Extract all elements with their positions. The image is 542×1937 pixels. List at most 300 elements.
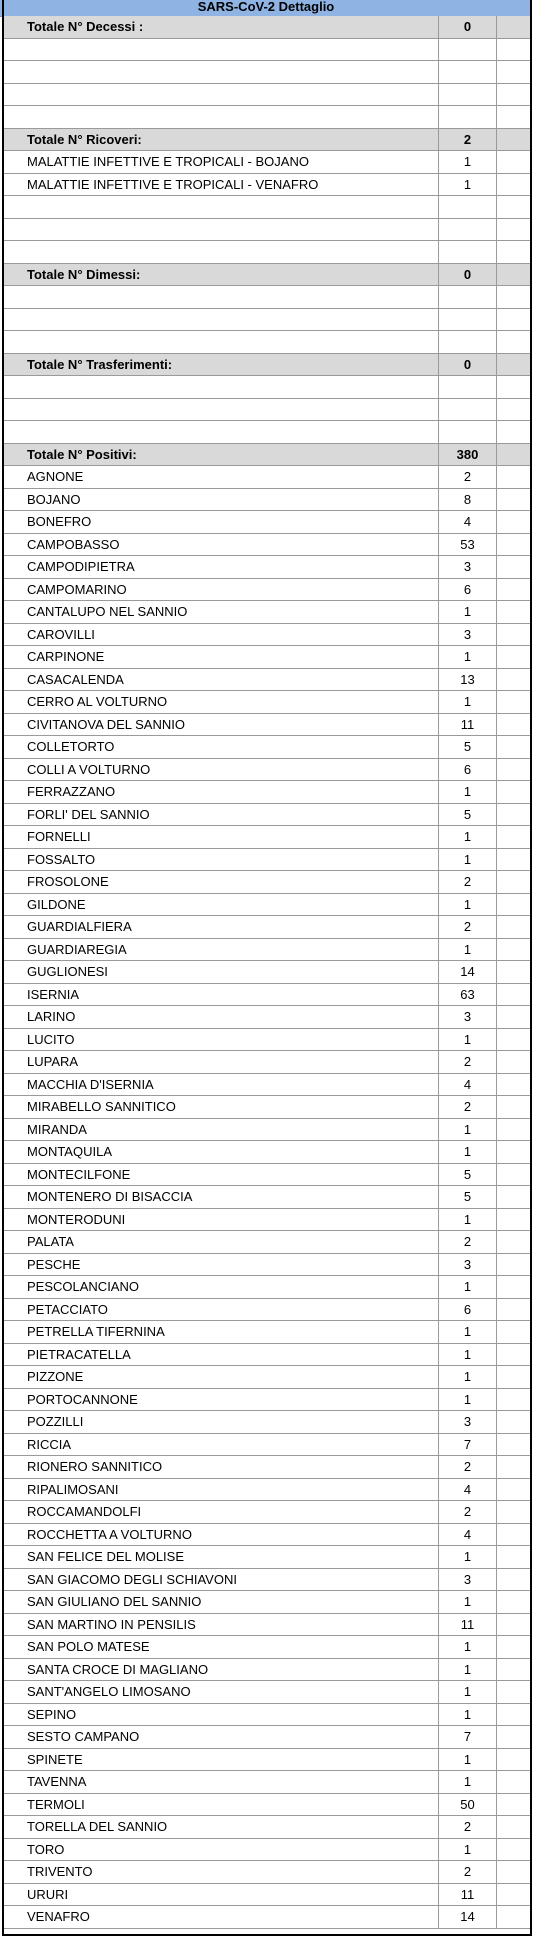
table-row — [3, 1344, 531, 1367]
empty-cell — [497, 1029, 531, 1051]
count-cell — [439, 84, 497, 106]
municipality-cell: FOSSALTO — [3, 849, 439, 871]
empty-cell — [497, 1434, 531, 1456]
empty-cell — [497, 624, 531, 646]
table-row — [3, 1434, 531, 1457]
count-cell: 1 — [439, 781, 497, 803]
section-header-row — [3, 129, 531, 152]
count-cell: 3 — [439, 1411, 497, 1433]
empty-cell — [497, 196, 531, 218]
empty-cell — [497, 1119, 531, 1141]
municipality-cell: COLLETORTO — [3, 736, 439, 758]
municipality-cell: TAVENNA — [3, 1771, 439, 1793]
count-cell — [439, 219, 497, 241]
table-row — [3, 1051, 531, 1074]
table-row — [3, 1141, 531, 1164]
table-row — [3, 939, 531, 962]
municipality-cell — [3, 331, 439, 353]
table-row — [3, 1884, 531, 1907]
table-row — [3, 826, 531, 849]
municipality-cell: POZZILLI — [3, 1411, 439, 1433]
municipality-cell: ROCCHETTA A VOLTURNO — [3, 1524, 439, 1546]
empty-cell — [497, 849, 531, 871]
table-row — [3, 466, 531, 489]
municipality-cell — [3, 286, 439, 308]
municipality-cell: VENAFRO — [3, 1906, 439, 1928]
empty-row — [3, 219, 531, 242]
municipality-cell: GUARDIAREGIA — [3, 939, 439, 961]
table-row — [3, 736, 531, 759]
count-cell: 1 — [439, 1546, 497, 1568]
section-total: 0 — [439, 16, 497, 38]
empty-row — [3, 376, 531, 399]
table-row — [3, 534, 531, 557]
empty-cell — [497, 1816, 531, 1838]
empty-cell — [497, 264, 531, 286]
count-cell: 2 — [439, 1501, 497, 1523]
table-row — [3, 1546, 531, 1569]
count-cell: 7 — [439, 1434, 497, 1456]
municipality-cell: TORELLA DEL SANNIO — [3, 1816, 439, 1838]
section-label: Totale N° Ricoveri: — [3, 129, 439, 151]
municipality-cell — [3, 196, 439, 218]
table-row — [3, 691, 531, 714]
empty-cell — [497, 1479, 531, 1501]
count-cell: 1 — [439, 646, 497, 668]
municipality-cell: MONTERODUNI — [3, 1209, 439, 1231]
empty-cell — [497, 331, 531, 353]
municipality-cell: SPINETE — [3, 1749, 439, 1771]
municipality-cell: CAMPODIPIETRA — [3, 556, 439, 578]
count-cell: 50 — [439, 1794, 497, 1816]
count-cell: 11 — [439, 714, 497, 736]
table-row — [3, 1254, 531, 1277]
municipality-cell: RIPALIMOSANI — [3, 1479, 439, 1501]
municipality-cell: TORO — [3, 1839, 439, 1861]
section-total: 0 — [439, 264, 497, 286]
empty-cell — [497, 1366, 531, 1388]
empty-row — [3, 241, 531, 264]
municipality-cell: SAN GIACOMO DEGLI SCHIAVONI — [3, 1569, 439, 1591]
table-row — [3, 759, 531, 782]
municipality-cell: PIETRACATELLA — [3, 1344, 439, 1366]
empty-cell — [497, 871, 531, 893]
municipality-cell: MONTAQUILA — [3, 1141, 439, 1163]
table-row — [3, 556, 531, 579]
empty-cell — [497, 1074, 531, 1096]
municipality-cell: SAN POLO MATESE — [3, 1636, 439, 1658]
empty-cell — [497, 759, 531, 781]
empty-cell — [497, 39, 531, 61]
empty-cell — [497, 1614, 531, 1636]
municipality-cell: PORTOCANNONE — [3, 1389, 439, 1411]
count-cell: 3 — [439, 1254, 497, 1276]
table-row — [3, 1411, 531, 1434]
table-row — [3, 624, 531, 647]
count-cell: 2 — [439, 916, 497, 938]
count-cell: 2 — [439, 1861, 497, 1883]
empty-cell — [497, 984, 531, 1006]
count-cell: 3 — [439, 1569, 497, 1591]
count-cell: 5 — [439, 804, 497, 826]
empty-cell — [497, 1006, 531, 1028]
municipality-cell: FORNELLI — [3, 826, 439, 848]
count-cell: 1 — [439, 939, 497, 961]
table-row — [3, 894, 531, 917]
empty-cell — [497, 1389, 531, 1411]
count-cell: 1 — [439, 1771, 497, 1793]
empty-cell — [497, 286, 531, 308]
count-cell: 4 — [439, 511, 497, 533]
table-row — [3, 1906, 531, 1929]
empty-cell — [497, 219, 531, 241]
empty-cell — [497, 174, 531, 196]
empty-cell — [497, 939, 531, 961]
empty-cell — [497, 1276, 531, 1298]
count-cell: 1 — [439, 1119, 497, 1141]
table-row — [3, 1276, 531, 1299]
empty-cell — [497, 1254, 531, 1276]
municipality-cell: CAMPOBASSO — [3, 534, 439, 556]
table-row — [3, 1839, 531, 1862]
empty-cell — [497, 579, 531, 601]
empty-cell — [497, 241, 531, 263]
count-cell: 2 — [439, 1051, 497, 1073]
empty-cell — [497, 16, 531, 38]
municipality-cell: MIRANDA — [3, 1119, 439, 1141]
table-row — [3, 511, 531, 534]
count-cell: 5 — [439, 1164, 497, 1186]
empty-cell — [497, 646, 531, 668]
count-cell: 1 — [439, 1276, 497, 1298]
municipality-cell: SESTO CAMPANO — [3, 1726, 439, 1748]
municipality-cell: PESCOLANCIANO — [3, 1276, 439, 1298]
count-cell: 2 — [439, 871, 497, 893]
empty-cell — [497, 84, 531, 106]
table-row — [3, 174, 531, 197]
empty-cell — [497, 804, 531, 826]
municipality-cell: SAN GIULIANO DEL SANNIO — [3, 1591, 439, 1613]
table-row — [3, 1771, 531, 1794]
count-cell: 1 — [439, 1029, 497, 1051]
municipality-cell: MONTENERO DI BISACCIA — [3, 1186, 439, 1208]
count-cell: 1 — [439, 1636, 497, 1658]
count-cell: 1 — [439, 601, 497, 623]
count-cell: 6 — [439, 759, 497, 781]
section-header-row — [3, 16, 531, 39]
table-row — [3, 1704, 531, 1727]
section-label: Totale N° Positivi: — [3, 444, 439, 466]
municipality-cell: AGNONE — [3, 466, 439, 488]
count-cell: 6 — [439, 579, 497, 601]
empty-cell — [497, 1861, 531, 1883]
municipality-cell: SEPINO — [3, 1704, 439, 1726]
municipality-cell: GUGLIONESI — [3, 961, 439, 983]
municipality-cell — [3, 106, 439, 128]
section-total: 380 — [439, 444, 497, 466]
table-row — [3, 1119, 531, 1142]
municipality-cell: BOJANO — [3, 489, 439, 511]
empty-row — [3, 399, 531, 422]
municipality-cell: PIZZONE — [3, 1366, 439, 1388]
municipality-cell: CAROVILLI — [3, 624, 439, 646]
table-row — [3, 849, 531, 872]
empty-row — [3, 61, 531, 84]
count-cell: 4 — [439, 1074, 497, 1096]
table-row — [3, 1074, 531, 1097]
count-cell: 1 — [439, 1659, 497, 1681]
municipality-cell — [3, 309, 439, 331]
section-header-row — [3, 264, 531, 287]
count-cell: 53 — [439, 534, 497, 556]
table-row — [3, 871, 531, 894]
table-row — [3, 1591, 531, 1614]
empty-row — [3, 286, 531, 309]
table-row — [3, 1389, 531, 1412]
section-header-row — [3, 444, 531, 467]
section-total: 0 — [439, 354, 497, 376]
data-table — [3, 16, 531, 1929]
municipality-cell: FROSOLONE — [3, 871, 439, 893]
empty-cell — [497, 1636, 531, 1658]
empty-cell — [497, 556, 531, 578]
count-cell: 1 — [439, 1389, 497, 1411]
count-cell: 1 — [439, 691, 497, 713]
table-row — [3, 1569, 531, 1592]
empty-cell — [497, 1096, 531, 1118]
empty-cell — [497, 489, 531, 511]
count-cell: 14 — [439, 1906, 497, 1928]
table-row — [3, 1479, 531, 1502]
table-row — [3, 781, 531, 804]
count-cell: 4 — [439, 1479, 497, 1501]
count-cell: 3 — [439, 1006, 497, 1028]
count-cell: 5 — [439, 1186, 497, 1208]
empty-cell — [497, 916, 531, 938]
table-row — [3, 1749, 531, 1772]
count-cell — [439, 196, 497, 218]
empty-row — [3, 331, 531, 354]
empty-cell — [497, 669, 531, 691]
municipality-cell: MONTECILFONE — [3, 1164, 439, 1186]
count-cell — [439, 39, 497, 61]
municipality-cell: GILDONE — [3, 894, 439, 916]
count-cell: 1 — [439, 1591, 497, 1613]
count-cell: 1 — [439, 1749, 497, 1771]
empty-cell — [497, 1344, 531, 1366]
count-cell: 1 — [439, 1704, 497, 1726]
table-row — [3, 714, 531, 737]
empty-cell — [497, 61, 531, 83]
table-row — [3, 1186, 531, 1209]
count-cell: 1 — [439, 1366, 497, 1388]
count-cell — [439, 331, 497, 353]
municipality-cell: CAMPOMARINO — [3, 579, 439, 601]
municipality-cell — [3, 241, 439, 263]
empty-cell — [497, 1321, 531, 1343]
empty-cell — [497, 961, 531, 983]
count-cell: 2 — [439, 1816, 497, 1838]
count-cell: 1 — [439, 1209, 497, 1231]
municipality-cell: MALATTIE INFETTIVE E TROPICALI - VENAFRO — [3, 174, 439, 196]
empty-cell — [497, 421, 531, 443]
municipality-cell: RICCIA — [3, 1434, 439, 1456]
empty-cell — [497, 129, 531, 151]
empty-cell — [497, 1569, 531, 1591]
table-row — [3, 1231, 531, 1254]
count-cell: 3 — [439, 624, 497, 646]
empty-cell — [497, 601, 531, 623]
empty-cell — [497, 1231, 531, 1253]
table-row — [3, 1681, 531, 1704]
municipality-cell — [3, 84, 439, 106]
municipality-cell: CASACALENDA — [3, 669, 439, 691]
count-cell: 1 — [439, 1321, 497, 1343]
table-row — [3, 489, 531, 512]
municipality-cell: MALATTIE INFETTIVE E TROPICALI - BOJANO — [3, 151, 439, 173]
empty-cell — [497, 1051, 531, 1073]
table-row — [3, 1659, 531, 1682]
municipality-cell: CERRO AL VOLTURNO — [3, 691, 439, 713]
empty-cell — [497, 1906, 531, 1928]
empty-cell — [497, 691, 531, 713]
empty-cell — [497, 1794, 531, 1816]
empty-cell — [497, 1524, 531, 1546]
empty-cell — [497, 444, 531, 466]
table-row — [3, 1861, 531, 1884]
count-cell: 5 — [439, 736, 497, 758]
empty-row — [3, 84, 531, 107]
count-cell: 6 — [439, 1299, 497, 1321]
empty-cell — [497, 736, 531, 758]
section-header-row — [3, 354, 531, 377]
municipality-cell: MIRABELLO SANNITICO — [3, 1096, 439, 1118]
empty-cell — [497, 1411, 531, 1433]
empty-cell — [497, 151, 531, 173]
empty-row — [3, 196, 531, 219]
count-cell: 7 — [439, 1726, 497, 1748]
municipality-cell: CARPINONE — [3, 646, 439, 668]
empty-cell — [497, 1501, 531, 1523]
municipality-cell: COLLI A VOLTURNO — [3, 759, 439, 781]
empty-cell — [497, 1186, 531, 1208]
count-cell: 1 — [439, 151, 497, 173]
count-cell: 63 — [439, 984, 497, 1006]
table-row — [3, 1299, 531, 1322]
count-cell — [439, 286, 497, 308]
empty-cell — [497, 1726, 531, 1748]
municipality-cell: LARINO — [3, 1006, 439, 1028]
table-row — [3, 1096, 531, 1119]
count-cell: 1 — [439, 849, 497, 871]
count-cell: 1 — [439, 1344, 497, 1366]
empty-cell — [497, 511, 531, 533]
table-row — [3, 1794, 531, 1817]
empty-cell — [497, 781, 531, 803]
empty-cell — [497, 399, 531, 421]
count-cell — [439, 309, 497, 331]
municipality-cell: MACCHIA D'ISERNIA — [3, 1074, 439, 1096]
empty-row — [3, 106, 531, 129]
count-cell — [439, 106, 497, 128]
count-cell: 2 — [439, 1456, 497, 1478]
empty-cell — [497, 1659, 531, 1681]
count-cell: 2 — [439, 1231, 497, 1253]
count-cell — [439, 61, 497, 83]
table-row — [3, 669, 531, 692]
municipality-cell: FORLI' DEL SANNIO — [3, 804, 439, 826]
count-cell — [439, 376, 497, 398]
table-border-left — [2, 0, 4, 1935]
count-cell: 11 — [439, 1614, 497, 1636]
count-cell: 1 — [439, 1141, 497, 1163]
table-row — [3, 804, 531, 827]
count-cell: 11 — [439, 1884, 497, 1906]
empty-cell — [497, 1299, 531, 1321]
municipality-cell: TERMOLI — [3, 1794, 439, 1816]
empty-cell — [497, 354, 531, 376]
count-cell — [439, 241, 497, 263]
table-row — [3, 1524, 531, 1547]
table-row — [3, 916, 531, 939]
table-row — [3, 1614, 531, 1637]
table-row — [3, 646, 531, 669]
section-label: Totale N° Decessi : — [3, 16, 439, 38]
table-row — [3, 1456, 531, 1479]
table-row — [3, 1726, 531, 1749]
table-row — [3, 601, 531, 624]
table-row — [3, 1029, 531, 1052]
empty-cell — [497, 1681, 531, 1703]
empty-cell — [497, 1749, 531, 1771]
empty-cell — [497, 534, 531, 556]
section-total: 2 — [439, 129, 497, 151]
municipality-cell — [3, 376, 439, 398]
municipality-cell: PETACCIATO — [3, 1299, 439, 1321]
table-row — [3, 1501, 531, 1524]
empty-cell — [497, 714, 531, 736]
municipality-cell — [3, 61, 439, 83]
table-row — [3, 579, 531, 602]
table-row — [3, 961, 531, 984]
empty-cell — [497, 466, 531, 488]
empty-cell — [497, 826, 531, 848]
empty-cell — [497, 1704, 531, 1726]
table-row — [3, 1366, 531, 1389]
municipality-cell: CANTALUPO NEL SANNIO — [3, 601, 439, 623]
count-cell: 14 — [439, 961, 497, 983]
count-cell — [439, 421, 497, 443]
empty-cell — [497, 1141, 531, 1163]
section-label: Totale N° Dimessi: — [3, 264, 439, 286]
empty-row — [3, 39, 531, 62]
table-row — [3, 1006, 531, 1029]
count-cell: 1 — [439, 826, 497, 848]
count-cell: 4 — [439, 1524, 497, 1546]
municipality-cell — [3, 421, 439, 443]
table-row — [3, 1209, 531, 1232]
municipality-cell: RIONERO SANNITICO — [3, 1456, 439, 1478]
empty-cell — [497, 1884, 531, 1906]
table-border-bottom — [2, 1934, 532, 1936]
municipality-cell: ROCCAMANDOLFI — [3, 1501, 439, 1523]
empty-row — [3, 309, 531, 332]
count-cell — [439, 399, 497, 421]
count-cell: 1 — [439, 1839, 497, 1861]
table-border-right — [530, 0, 532, 1935]
count-cell: 8 — [439, 489, 497, 511]
count-cell: 3 — [439, 556, 497, 578]
